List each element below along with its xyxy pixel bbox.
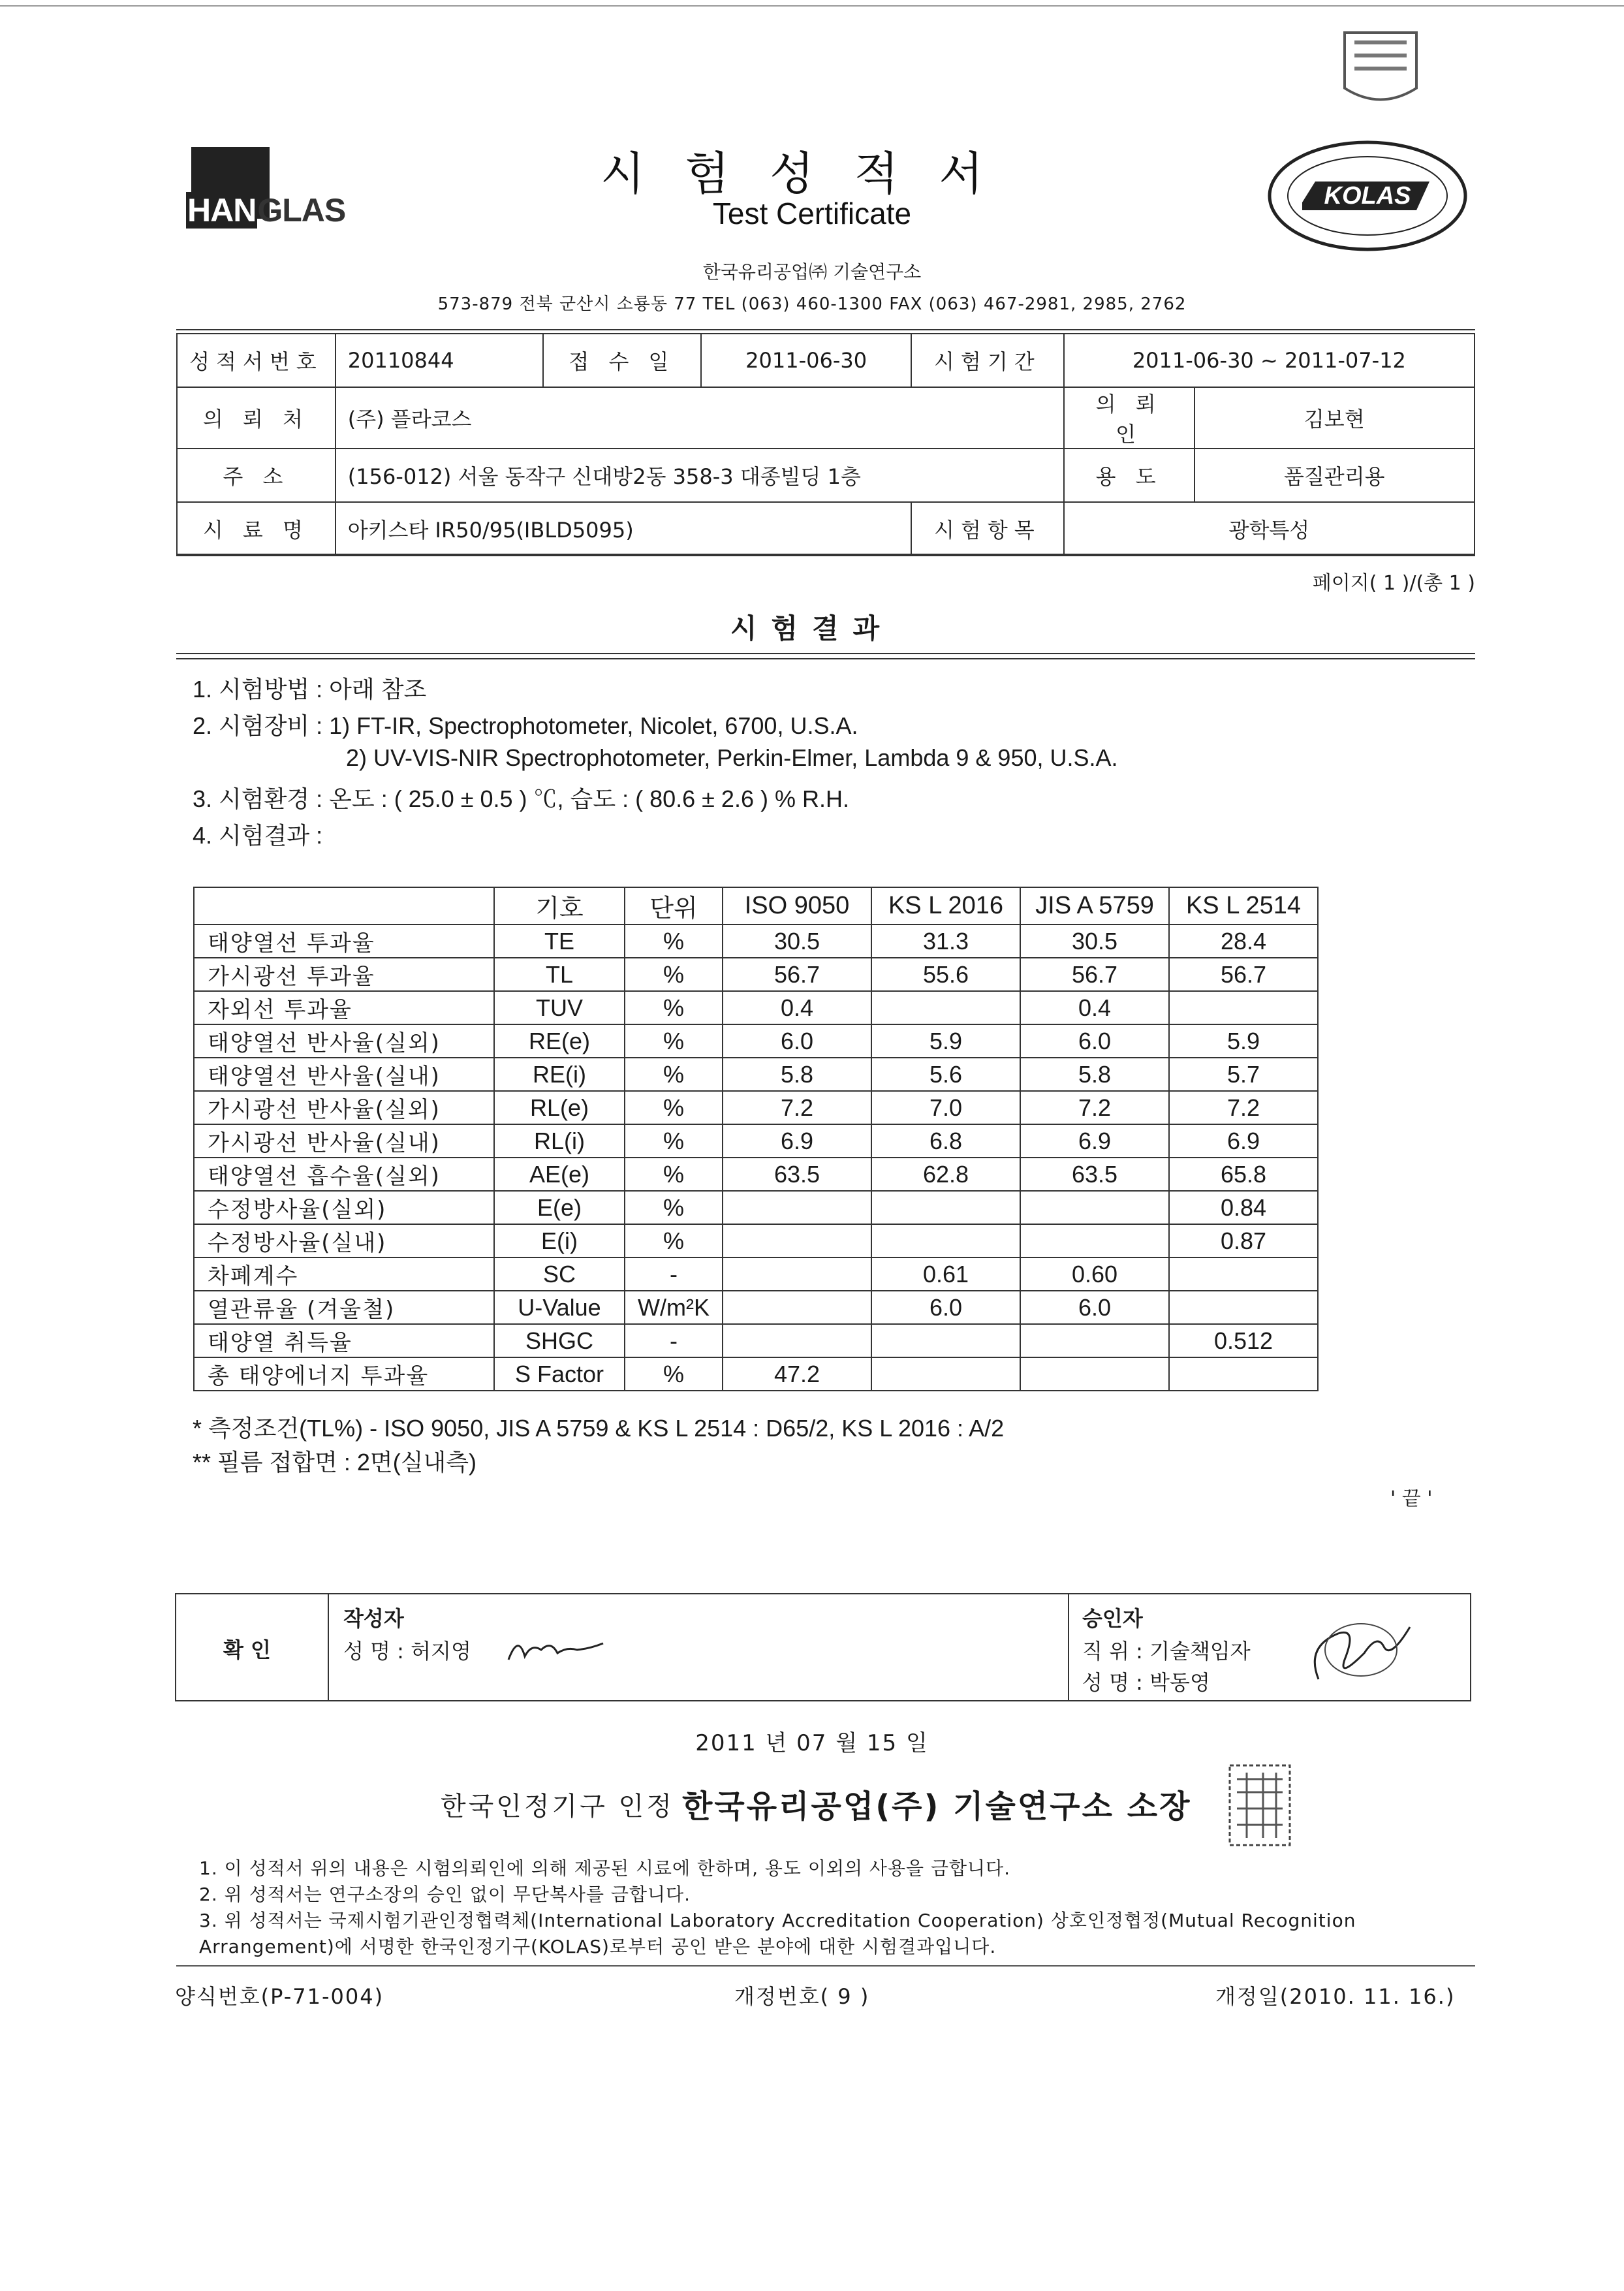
value-cell: - bbox=[625, 1324, 723, 1357]
approver-signature-icon bbox=[1299, 1607, 1416, 1692]
value-cell bbox=[1169, 991, 1318, 1024]
value-cell: 6.0 bbox=[723, 1024, 871, 1058]
value-cell: 0.4 bbox=[1020, 991, 1169, 1024]
value-cell: 5.8 bbox=[723, 1058, 871, 1091]
table-row bbox=[194, 1257, 1318, 1291]
column-header: 단위 bbox=[625, 887, 723, 924]
value-cell: 63.5 bbox=[1020, 1158, 1169, 1191]
table-row bbox=[194, 1291, 1318, 1324]
results-rule bbox=[176, 658, 1475, 659]
issue-date: 2011 년 07 월 15 일 bbox=[695, 1730, 929, 1756]
value-cell bbox=[1169, 1357, 1318, 1391]
method-line-2: 2. 시험장비 : 1) FT-IR, Spectrophotometer, Nicolet, 6700, U.S.A. bbox=[193, 712, 858, 739]
requester-value: 김보현 bbox=[1195, 387, 1475, 449]
organization-name: 한국유리공업㈜ 기술연구소 bbox=[702, 261, 922, 283]
value-cell: E(e) bbox=[494, 1191, 625, 1224]
value-cell bbox=[1169, 1291, 1318, 1324]
value-cell: S Factor bbox=[494, 1357, 625, 1391]
confirm-label: 확 인 bbox=[223, 1637, 271, 1662]
accreditation-label: 한국인정기구 인정 bbox=[441, 1792, 674, 1822]
value-cell: - bbox=[625, 1257, 723, 1291]
value-cell bbox=[723, 1191, 871, 1224]
address-value: (156-012) 서울 동작구 신대방2동 358-3 대종빌딩 1층 bbox=[336, 449, 1064, 502]
value-cell: 6.9 bbox=[1169, 1124, 1318, 1158]
property-name-cell: 태양열선 반사율(실내) bbox=[194, 1058, 494, 1091]
requester-label: 의 뢰 인 bbox=[1064, 387, 1195, 449]
sample-value: 아키스타 IR50/95(IBLD5095) bbox=[336, 502, 911, 556]
property-name-cell: 태양열선 반사율(실외) bbox=[194, 1024, 494, 1058]
value-cell bbox=[871, 1324, 1020, 1357]
value-cell: TL bbox=[494, 958, 625, 991]
table-row bbox=[194, 1324, 1318, 1357]
column-header: JIS A 5759 bbox=[1020, 887, 1169, 924]
logo-glas-text: GLAS bbox=[257, 192, 346, 229]
value-cell: % bbox=[625, 1224, 723, 1257]
top-border-line bbox=[0, 5, 1624, 7]
item-value: 광학특성 bbox=[1064, 502, 1475, 556]
table-row bbox=[194, 924, 1318, 958]
value-cell bbox=[1020, 1191, 1169, 1224]
info-row bbox=[177, 449, 1475, 502]
sample-label: 시 료 명 bbox=[177, 502, 336, 556]
approver-name: 성 명 : 박동영 bbox=[1082, 1670, 1210, 1695]
table-row bbox=[194, 958, 1318, 991]
purpose-label: 용 도 bbox=[1064, 449, 1195, 502]
footnote-3: 3. 위 성적서는 국제시험기관인정협력체(International Laboratory Accreditation Cooperation) 상호인정협정(Mutual Recognition bbox=[199, 1910, 1356, 1931]
value-cell: SC bbox=[494, 1257, 625, 1291]
value-cell: % bbox=[625, 958, 723, 991]
value-cell: % bbox=[625, 1124, 723, 1158]
cert-no-value: 20110844 bbox=[336, 334, 543, 387]
value-cell: 6.0 bbox=[1020, 1024, 1169, 1058]
address-label: 주 소 bbox=[177, 449, 336, 502]
table-row bbox=[194, 1158, 1318, 1191]
value-cell: 56.7 bbox=[723, 958, 871, 991]
value-cell bbox=[1020, 1357, 1169, 1391]
value-cell: TE bbox=[494, 924, 625, 958]
value-cell bbox=[1020, 1324, 1169, 1357]
table-header-row bbox=[194, 887, 1318, 924]
author-title: 작성자 bbox=[343, 1606, 404, 1631]
confirmation-box bbox=[175, 1593, 1471, 1701]
value-cell: % bbox=[625, 1058, 723, 1091]
property-name-cell: 자외선 투과율 bbox=[194, 991, 494, 1024]
official-seal-stamp-icon bbox=[1227, 1763, 1292, 1848]
value-cell: 65.8 bbox=[1169, 1158, 1318, 1191]
info-table-bottom-rule bbox=[176, 554, 1475, 555]
value-cell: 47.2 bbox=[723, 1357, 871, 1391]
value-cell: RE(i) bbox=[494, 1058, 625, 1091]
value-cell: 0.84 bbox=[1169, 1191, 1318, 1224]
value-cell: 0.61 bbox=[871, 1257, 1020, 1291]
value-cell: 31.3 bbox=[871, 924, 1020, 958]
value-cell: RL(e) bbox=[494, 1091, 625, 1124]
footnote-4: Arrangement)에 서명한 한국인정기구(KOLAS)로부터 공인 받은 분야에 대한 시험결과입니다. bbox=[199, 1936, 997, 1957]
approver-title: 승인자 bbox=[1082, 1606, 1143, 1631]
director-title: 한국유리공업(주) 기술연구소 소장 bbox=[682, 1788, 1192, 1825]
document-title-english: Test Certificate bbox=[712, 197, 912, 230]
info-row bbox=[177, 387, 1475, 449]
value-cell bbox=[723, 1257, 871, 1291]
method-line-3: 2) UV-VIS-NIR Spectrophotometer, Perkin-Elmer, Lambda 9 & 950, U.S.A. bbox=[346, 744, 1118, 771]
property-name-cell: 총 태양에너지 투과율 bbox=[194, 1357, 494, 1391]
stamp-mark-icon bbox=[1332, 26, 1429, 111]
method-line-1: 1. 시험방법 : 아래 참조 bbox=[193, 676, 427, 703]
purpose-value: 품질관리용 bbox=[1195, 449, 1475, 502]
kolas-seal-icon bbox=[1263, 137, 1472, 255]
property-name-cell: 태양열 취득율 bbox=[194, 1324, 494, 1357]
value-cell: 62.8 bbox=[871, 1158, 1020, 1191]
table-row bbox=[194, 1024, 1318, 1058]
value-cell: TUV bbox=[494, 991, 625, 1024]
info-row bbox=[177, 334, 1475, 387]
value-cell: % bbox=[625, 1024, 723, 1058]
value-cell: SHGC bbox=[494, 1324, 625, 1357]
value-cell: % bbox=[625, 1158, 723, 1191]
value-cell: 0.4 bbox=[723, 991, 871, 1024]
value-cell: % bbox=[625, 924, 723, 958]
received-value: 2011-06-30 bbox=[701, 334, 911, 387]
client-label: 의 뢰 처 bbox=[177, 387, 336, 449]
column-header: 기호 bbox=[494, 887, 625, 924]
page-number: 페이지( 1 )/(총 1 ) bbox=[1312, 572, 1475, 595]
method-line-4: 3. 시험환경 : 온도 : ( 25.0 ± 0.5 ) ℃, 습도 : ( 80.6 ± 2.6 ) % R.H. bbox=[193, 785, 849, 812]
table-row bbox=[194, 1058, 1318, 1091]
value-cell: 0.87 bbox=[1169, 1224, 1318, 1257]
form-number: 양식번호(P-71-004) bbox=[175, 1984, 384, 2009]
optical-results-table bbox=[193, 887, 1319, 1391]
value-cell bbox=[1020, 1224, 1169, 1257]
client-value: (주) 플라코스 bbox=[336, 387, 1064, 449]
column-header: KS L 2514 bbox=[1169, 887, 1318, 924]
value-cell: 5.9 bbox=[871, 1024, 1020, 1058]
value-cell bbox=[723, 1224, 871, 1257]
property-name-cell: 수정방사율(실내) bbox=[194, 1224, 494, 1257]
period-label: 시험기간 bbox=[911, 334, 1064, 387]
document-title-korean: 시험성적서 bbox=[600, 147, 1024, 200]
property-name-cell: 태양열선 투과율 bbox=[194, 924, 494, 958]
value-cell: 5.8 bbox=[1020, 1058, 1169, 1091]
value-cell: 0.60 bbox=[1020, 1257, 1169, 1291]
footnote-2: 2. 위 성적서는 연구소장의 승인 없이 무단복사를 금합니다. bbox=[199, 1884, 691, 1905]
value-cell bbox=[1169, 1257, 1318, 1291]
value-cell: U-Value bbox=[494, 1291, 625, 1324]
revision-date: 개정일(2010. 11. 16.) bbox=[1215, 1984, 1456, 2009]
value-cell: % bbox=[625, 1357, 723, 1391]
value-cell: 30.5 bbox=[723, 924, 871, 958]
column-header: KS L 2016 bbox=[871, 887, 1020, 924]
received-label: 접 수 일 bbox=[543, 334, 702, 387]
value-cell: RE(e) bbox=[494, 1024, 625, 1058]
table-row bbox=[194, 1357, 1318, 1391]
value-cell: % bbox=[625, 1191, 723, 1224]
organization-address: 573-879 전북 군산시 소룡동 77 TEL (063) 460-1300 FAX (063) 467-2981, 2985, 2762 bbox=[437, 294, 1187, 314]
value-cell: 5.6 bbox=[871, 1058, 1020, 1091]
property-name-cell: 가시광선 반사율(실내) bbox=[194, 1124, 494, 1158]
value-cell bbox=[723, 1324, 871, 1357]
cert-no-label: 성적서번호 bbox=[177, 334, 336, 387]
info-row bbox=[177, 502, 1475, 556]
footnote-1: 1. 이 성적서 위의 내용은 시험의뢰인에 의해 제공된 시료에 한하며, 용도 이외의 사용을 금합니다. bbox=[199, 1857, 1011, 1879]
value-cell bbox=[871, 1191, 1020, 1224]
end-mark: ' 끝 ' bbox=[1390, 1487, 1433, 1510]
value-cell: 56.7 bbox=[1020, 958, 1169, 991]
value-cell: 56.7 bbox=[1169, 958, 1318, 991]
value-cell: 7.2 bbox=[1020, 1091, 1169, 1124]
value-cell: RL(i) bbox=[494, 1124, 625, 1158]
period-value: 2011-06-30 ~ 2011-07-12 bbox=[1064, 334, 1475, 387]
property-name-cell: 수정방사율(실외) bbox=[194, 1191, 494, 1224]
value-cell: 28.4 bbox=[1169, 924, 1318, 958]
value-cell: 55.6 bbox=[871, 958, 1020, 991]
approver-position: 직 위 : 기술책임자 bbox=[1082, 1639, 1251, 1664]
author-name: 성 명 : 허지영 bbox=[343, 1639, 471, 1664]
value-cell: 7.2 bbox=[723, 1091, 871, 1124]
value-cell: 63.5 bbox=[723, 1158, 871, 1191]
property-name-cell: 차폐계수 bbox=[194, 1257, 494, 1291]
table-row bbox=[194, 1091, 1318, 1124]
value-cell: 7.2 bbox=[1169, 1091, 1318, 1124]
value-cell bbox=[871, 1357, 1020, 1391]
film-bonding-note: ** 필름 접합면 : 2면(실내측) bbox=[193, 1449, 477, 1476]
table-row bbox=[194, 1191, 1318, 1224]
column-header: ISO 9050 bbox=[723, 887, 871, 924]
table-row bbox=[194, 991, 1318, 1024]
value-cell: 6.9 bbox=[723, 1124, 871, 1158]
value-cell: W/m²K bbox=[625, 1291, 723, 1324]
value-cell: 7.0 bbox=[871, 1091, 1020, 1124]
property-name-cell: 태양열선 흡수율(실외) bbox=[194, 1158, 494, 1191]
certificate-info-table bbox=[176, 333, 1475, 556]
logo-han-text: HAN bbox=[187, 192, 257, 229]
author-signature-icon bbox=[505, 1630, 610, 1669]
value-cell: % bbox=[625, 991, 723, 1024]
footer-rule bbox=[176, 1965, 1475, 1967]
measurement-condition-note: * 측정조건(TL%) - ISO 9050, JIS A 5759 & KS L 2514 : D65/2, KS L 2016 : A/2 bbox=[193, 1415, 1005, 1442]
value-cell: % bbox=[625, 1091, 723, 1124]
value-cell: 30.5 bbox=[1020, 924, 1169, 958]
value-cell: 6.8 bbox=[871, 1124, 1020, 1158]
results-rule bbox=[176, 653, 1475, 654]
value-cell: 0.512 bbox=[1169, 1324, 1318, 1357]
table-row bbox=[194, 1124, 1318, 1158]
property-name-cell: 가시광선 반사율(실외) bbox=[194, 1091, 494, 1124]
value-cell bbox=[723, 1291, 871, 1324]
kolas-seal-text: KOLAS bbox=[1324, 182, 1411, 210]
table-row bbox=[194, 1224, 1318, 1257]
method-line-5: 4. 시험결과 : bbox=[193, 822, 323, 849]
value-cell bbox=[871, 991, 1020, 1024]
value-cell: 5.7 bbox=[1169, 1058, 1318, 1091]
item-label: 시험항목 bbox=[911, 502, 1064, 556]
value-cell: 6.9 bbox=[1020, 1124, 1169, 1158]
value-cell: AE(e) bbox=[494, 1158, 625, 1191]
revision-number: 개정번호( 9 ) bbox=[734, 1984, 870, 2009]
value-cell: 6.0 bbox=[1020, 1291, 1169, 1324]
value-cell: E(i) bbox=[494, 1224, 625, 1257]
results-title: 시험결과 bbox=[730, 612, 894, 644]
property-name-cell: 가시광선 투과율 bbox=[194, 958, 494, 991]
info-table-top-rule bbox=[176, 329, 1475, 330]
column-header bbox=[194, 887, 494, 924]
value-cell: 6.0 bbox=[871, 1291, 1020, 1324]
property-name-cell: 열관류율 (겨울철) bbox=[194, 1291, 494, 1324]
value-cell: 5.9 bbox=[1169, 1024, 1318, 1058]
value-cell bbox=[871, 1224, 1020, 1257]
